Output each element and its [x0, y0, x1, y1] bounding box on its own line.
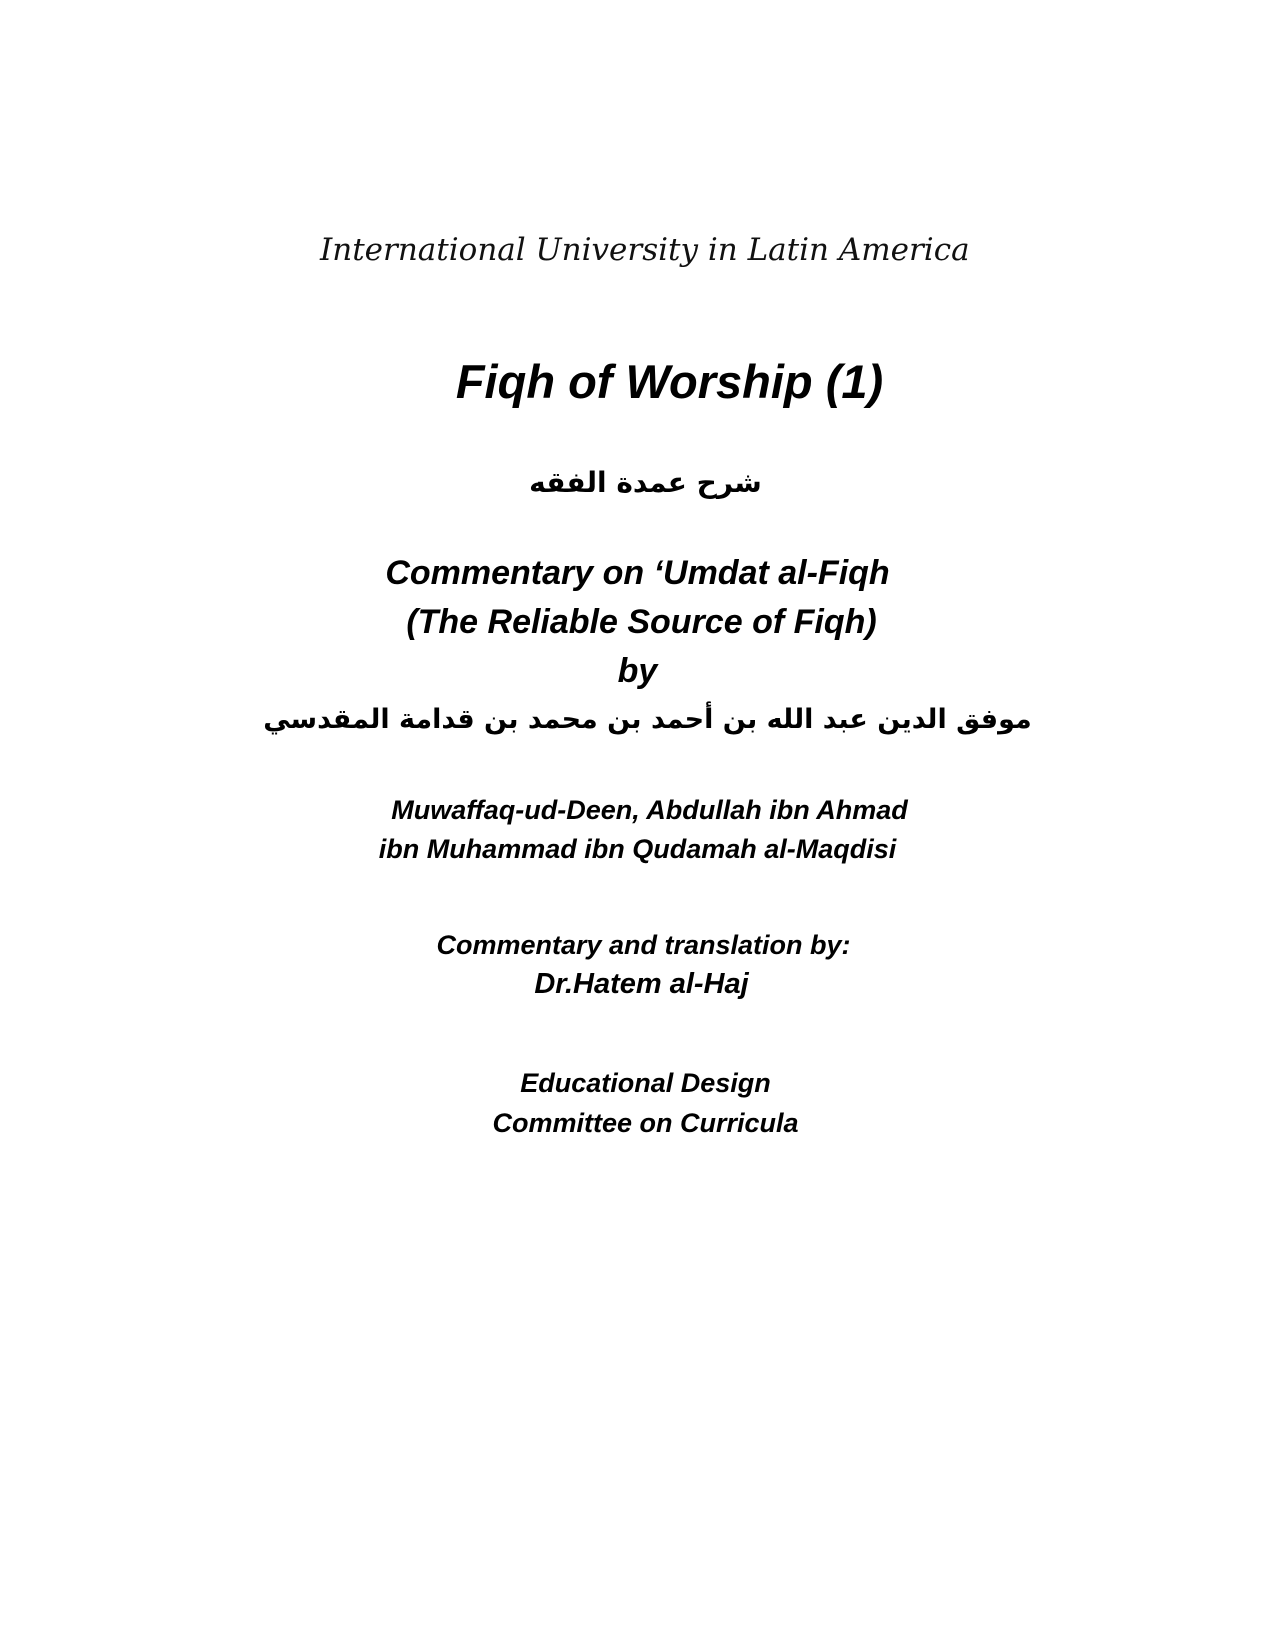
design-credit-line-1: Educational Design [520, 1068, 771, 1098]
book-title: Fiqh of Worship (1) [455, 355, 884, 408]
author-name-line-1: Muwaffaq-ud-Deen, Abdullah ibn Ahmad [391, 795, 908, 825]
design-credit-line-2: Committee on Curricula [492, 1108, 799, 1138]
subtitle-line-2: (The Reliable Source of Fiqh) [406, 603, 877, 641]
university-name: International University in Latin America [320, 232, 970, 268]
translator-name: Dr.Hatem al-Haj [534, 968, 749, 1000]
author-name-line-2: ibn Muhammad ibn Qudamah al-Maqdisi [378, 834, 897, 864]
by-label: by [617, 652, 658, 690]
subtitle-line-1: Commentary on ‘Umdat al-Fiqh [385, 554, 890, 592]
arabic-author-name: موفق الدين عبد الله بن أحمد بن محمد بن قدامة المقدسي [263, 704, 1032, 735]
translation-credit-label: Commentary and translation by: [436, 930, 851, 960]
arabic-book-title: شرح عمدة الفقه [529, 466, 762, 499]
